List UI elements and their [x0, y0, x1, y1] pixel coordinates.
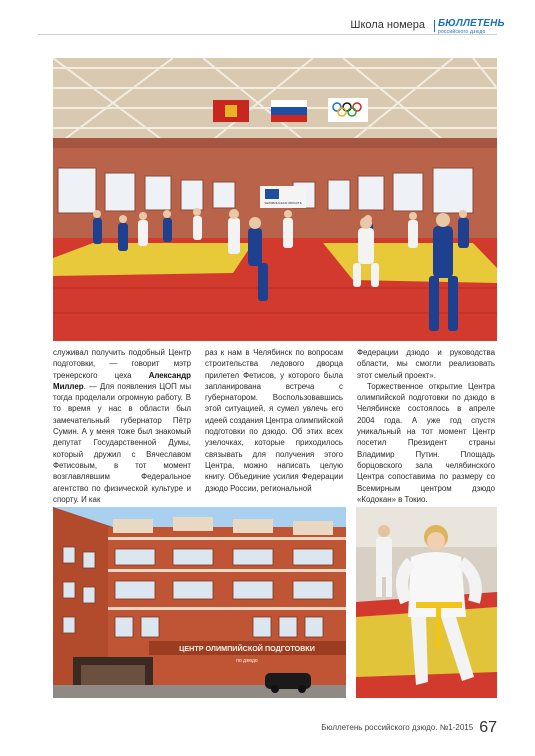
hero-photo-judo-hall	[53, 58, 497, 341]
article-col2-text: раз к нам в Челябинск по вопросам строительства ледового дворца прилетел Фетисов, у которого была запланирована встреча с губернатором. Воспользовавшись этой ситуацией, я сумел увлечь его идеей создания Центра олимпийской подготовки по дзюдо. Об этих всех узелочках, которые приходилось связывать для получения этого Центра, можно написать целую книгу. Объединие усилия Федерации дзюдо России, региональной	[205, 348, 343, 493]
article-column-1	[53, 347, 191, 505]
footer-journal-title: Бюллетень российского дзюдо. №1-2015	[321, 723, 474, 732]
logo-sub-text: российского дзюдо	[438, 29, 486, 35]
building-sign-line2: по дзюдо	[236, 658, 258, 664]
wall-banner-text: ЧЕЛЯБИНСКАЯ ОБЛАСТЬ	[264, 201, 302, 205]
page-number: 67	[479, 719, 497, 736]
article-col3-paragraph-1: Федерации дзюдо и руководства области, мы смогли реализовать этот смелый проект».	[357, 348, 495, 380]
article-column-2	[205, 347, 343, 494]
quoted-person-name: Александр Миллер	[53, 370, 191, 391]
section-name: Школа номера	[350, 19, 425, 31]
building-sign-line1: ЦЕНТР ОЛИМПИЙСКОЙ ПОДГОТОВКИ	[179, 644, 315, 653]
header-rule	[38, 34, 497, 35]
article-col1-text-a: служивал получить подобный Центр подготовки, — говорит мэтр тренерского цеха	[53, 348, 191, 380]
article-column-3	[357, 347, 495, 505]
header-divider	[434, 20, 435, 32]
building-photo	[53, 507, 346, 698]
article-col3-paragraph-2: Торжественное открытие Центра олимпийской подготовки по дзюдо в Челябинске состоялось в апреле 2004 года. А уже год спустя уникальный на тот момент Центр посетил Президент страны Владимир Путин. Площадь борцовского зала челябинского Центра сопоставима по размеру со Всемирным центром дзюдо «Кодокан» в Токио.	[357, 381, 495, 504]
page-footer	[321, 719, 497, 737]
article-col1-text-b: . — Для появления ЦОП мы тогда проделали огромную работу. В то время у нас в области был замечательный губернатор Пётр Сумин. А у меня тоже был знакомый депутат Государственной Думы, который дружил с Вячеславом Фетисовым, в тот момент возглавлявшим Федеральное агентство по физической культуре и спорту. И как	[53, 381, 191, 504]
logo-main-text: БЮЛЛЕТЕНЬ	[438, 18, 505, 29]
kids-judo-photo	[356, 507, 497, 698]
journal-logo	[438, 18, 505, 35]
